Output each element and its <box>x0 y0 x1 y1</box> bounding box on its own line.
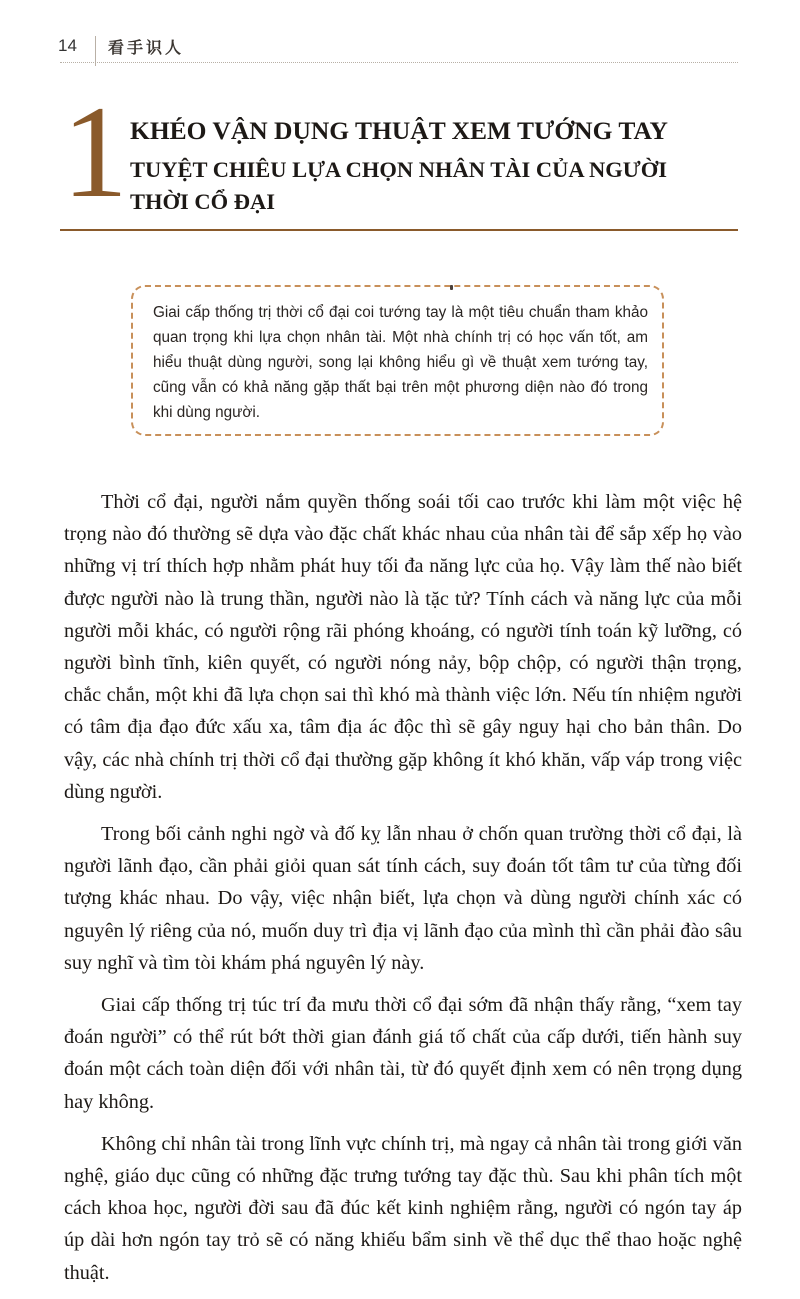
body-text <box>64 486 742 1299</box>
chapter-title-secondary: TUYỆT CHIÊU LỰA CHỌN NHÂN TÀI CỦA NGƯỜI THỜI CỔ ĐẠI <box>130 157 667 214</box>
book-title: 看手识人 <box>108 38 185 57</box>
body-paragraph: Thời cổ đại, người nắm quyền thống soái tối cao trước khi làm một việc hệ trọng nào đó thường sẽ dựa vào đặc chất khác nhau của nhân tài để sắp xếp họ vào những vị trí thích hợp nhằm phát huy tối đa năng lực của họ. Vậy làm thế nào biết được người nào là trung thần, người nào là tặc tử? Tính cách và năng lực của mỗi người mỗi khác, có người rộng rãi phóng khoáng, có người tính toán kỹ lưỡng, có người bình tĩnh, kiên quyết, có người nóng nảy, bộp chộp, có người thận trọng, chắc chắn, một khi đã lựa chọn sai thì khó mà thành việc lớn. Nếu tín nhiệm người có tâm địa đạo đức xấu xa, tâm địa ác độc thì sẽ gây nguy hại cho bản thân. Do vậy, các nhà chính trị thời cổ đại thường gặp không ít khó khăn, vấp váp trong việc dùng người. <box>64 491 742 803</box>
body-paragraph: Không chỉ nhân tài trong lĩnh vực chính trị, mà ngay cả nhân tài trong giới văn nghệ, giáo dục cũng có những đặc trưng tướng tay đặc thù. Sau khi phân tích một cách khoa học, người đời sau đã đúc kết kinh nghiệm rằng, người có ngón tay áp úp dài hơn ngón tay trỏ sẽ có năng khiếu bẩm sinh về thể dục thể thao hoặc nghệ thuật. <box>64 1132 742 1284</box>
chapter-abstract-box <box>131 285 664 436</box>
abstract-dot-mark <box>450 285 453 290</box>
header-rule <box>60 62 738 63</box>
body-paragraph: Trong bối cảnh nghi ngờ và đố kỵ lẫn nhau ở chốn quan trường thời cổ đại, là người lãnh đạo, cần phải giỏi quan sát tính cách, suy đoán tốt tâm tư của từng đối tượng khác nhau. Do vậy, việc nhận biết, lựa chọn và dùng người chính xác có nguyên lý riêng của nó, muốn duy trì địa vị lãnh đạo của mình thì cần phải đào sâu suy nghĩ và tìm tòi khám phá nguyên lý này. <box>64 823 742 974</box>
body-paragraph: Giai cấp thống trị túc trí đa mưu thời cổ đại sớm đã nhận thấy rằng, “xem tay đoán người” có thể rút bớt thời gian đánh giá tố chất của cấp dưới, tiến hành suy đoán một cách toàn diện đối với nhân tài, từ đó quyết định xem có nên trọng dụng hay không. <box>64 994 742 1113</box>
chapter-heading <box>60 78 740 236</box>
chapter-rule <box>60 229 738 231</box>
chapter-abstract-text: Giai cấp thống trị thời cổ đại coi tướng tay là một tiêu chuẩn tham khảo quan trọng khi lựa chọn nhân tài. Một nhà chính trị có học vấn tốt, am hiểu thuật dùng người, song lại không hiểu gì về thuật xem tướng tay, cũng vẫn có khả năng gặp thất bại trên một phương diện nào đó trong khi dùng người. <box>153 304 648 421</box>
page-number: 14 <box>58 36 77 55</box>
chapter-number: 1 <box>62 78 128 225</box>
chapter-title-primary: KHÉO VẬN DỤNG THUẬT XEM TƯỚNG TAY <box>130 116 668 145</box>
